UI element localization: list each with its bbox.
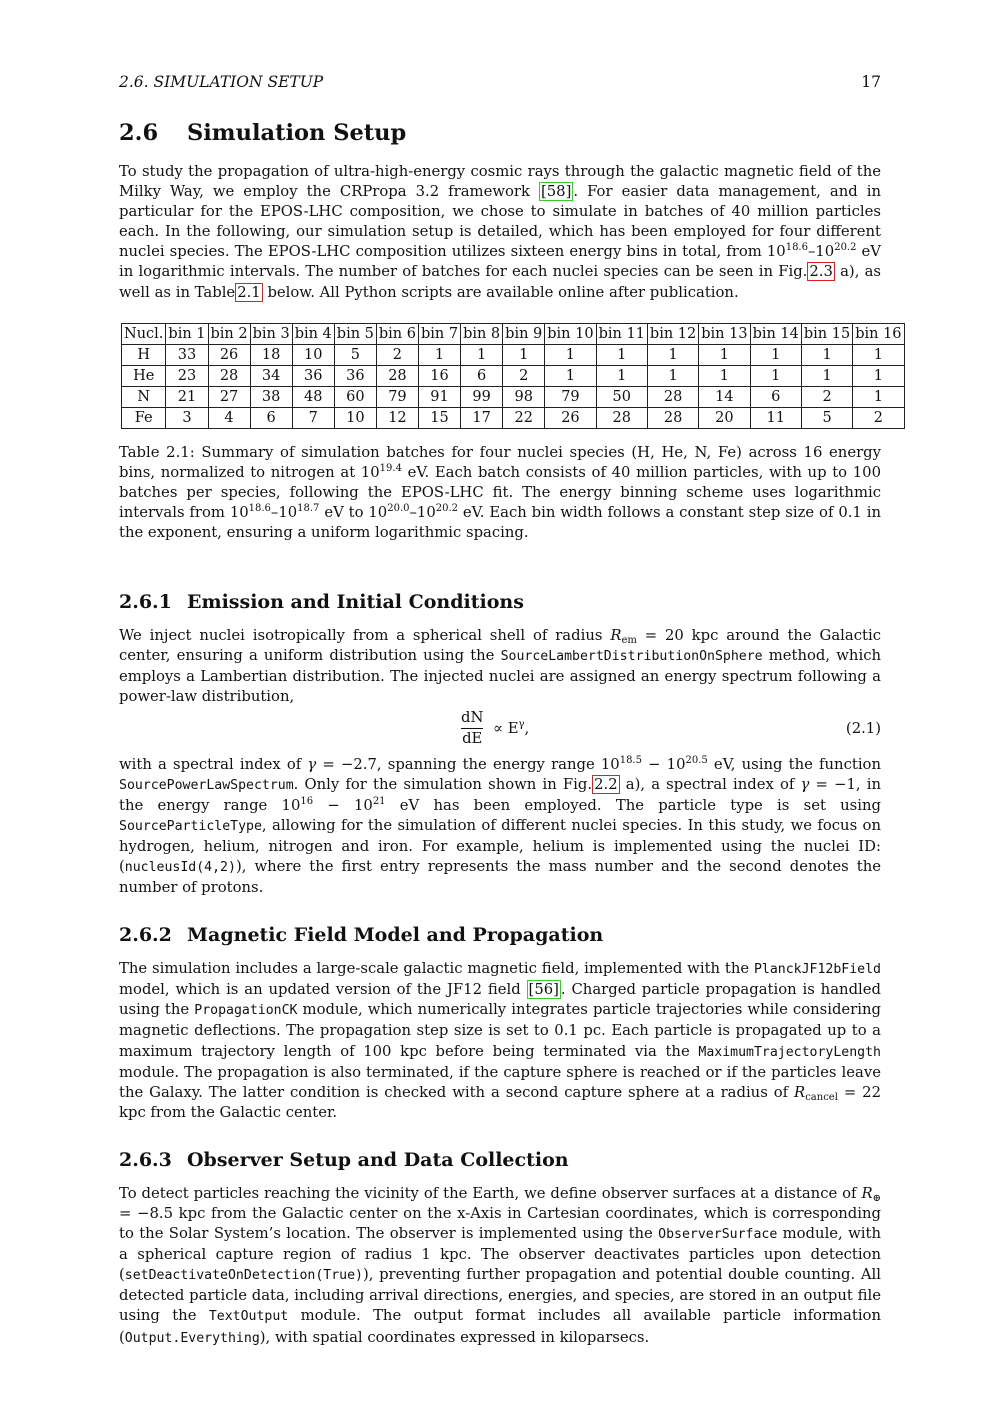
nucleus-cell: H [122,344,166,365]
equation-2-1 [119,709,881,753]
batch-count-cell: 36 [292,365,334,386]
batch-count-cell: 1 [545,365,596,386]
batch-count-cell: 1 [853,365,904,386]
figure-ref-link[interactable]: 2.3 [809,263,833,281]
batch-count-cell: 1 [647,344,698,365]
table-header-cell: bin 2 [208,323,250,344]
table-header-cell: bin 10 [545,323,596,344]
observer-paragraph: To detect particles reaching the vicinity of the Earth, we define observer surfaces at a distance of $R_\oplus = -8.5$ kpc from the Galactic center on the x-Axis in Cartesian coordinates, which is corresponding to the Solar System’s location. The observer is implemented using the ObserverSurface module, with a spherical capture region of radius 1 kpc. The observer deactivates particles upon detection (setDeactivateOnDetection(True)), preventing further propagation and potential double counting. All detected particle data, including arrival directions, energies, and species, are stored in an output file using the TextOutput module. The output format includes all available particle information (Output.Everything), with spatial coordinates expressed in kiloparsecs. [119,1184,881,1346]
nucleus-cell: He [122,365,166,386]
intro-paragraph: To study the propagation of ultra-high-energy cosmic rays through the galactic magnetic field of the Milky Way, we employ the CRPropa 3.2 framework [58] . For easier data management, and in particular for the EPOS-LHC composition, we chose to simulate in batches of 40 million particles each. In the following, our simulation setup is detailed, which has been employed for four different nuclei species. The EPOS-LHC composition utilizes sixteen energy bins in total, from $10^{18.6}-10^{20.2}$ eV in logarithmic intervals. The number of batches for each nuclei species can be seen in Fig. 2.3 a), as well as in Table 2.1 below. All Python scripts are available online after publication. [119,163,881,301]
batch-count-cell: 99 [461,386,503,407]
batch-count-cell: 2 [801,386,852,407]
table-header-cell: bin 8 [461,323,503,344]
running-header [119,72,881,92]
batch-count-cell: 1 [801,344,852,365]
batches-table [121,323,905,429]
batch-count-cell: 91 [418,386,460,407]
batch-count-cell: 12 [376,407,418,428]
nucleus-cell: N [122,386,166,407]
batch-count-cell: 1 [750,365,801,386]
table-header-cell: bin 3 [250,323,292,344]
table-header-cell: bin 4 [292,323,334,344]
table-caption: Table 2.1: Summary of simulation batches for four nuclei species (H, He, N, Fe) across 16 energy bins, normalized to nitrogen at $10^{19.4}$ eV. Each batch consists of 40 million particles, with up to 100 batches per species, following the EPOS-LHC fit. The energy binning scheme uses logarithmic intervals from $10^{18.6}-10^{18.7}$ eV to $10^{20.0}-10^{20.2}$ eV. Each bin width follows a constant step size of 0.1 in the exponent, ensuring a uniform logarithmic spacing. [119,443,881,542]
batch-count-cell: 10 [334,407,376,428]
equation-rhs: ∝ $E^\gamma$, [493,718,530,737]
table-header-cell: bin 1 [166,323,208,344]
citation-link[interactable]: [58] [540,183,572,201]
batch-count-cell: 2 [503,365,545,386]
table-header-cell: bin 6 [376,323,418,344]
nucleus-cell: Fe [122,407,166,428]
batch-count-cell: 6 [750,386,801,407]
batch-count-cell: 6 [250,407,292,428]
batch-count-cell: 1 [647,365,698,386]
batch-count-cell: 1 [853,344,904,365]
batch-count-cell: 1 [503,344,545,365]
batch-count-cell: 36 [334,365,376,386]
page [119,72,902,1349]
batch-count-cell: 79 [376,386,418,407]
batch-count-cell: 17 [461,407,503,428]
table-body [122,344,905,428]
batch-count-cell: 16 [418,365,460,386]
section-heading [119,118,881,148]
equation-fraction: dN dE [461,708,484,747]
batch-count-cell: 50 [596,386,647,407]
batch-count-cell: 38 [250,386,292,407]
table-row [122,344,905,365]
table-header-cell: bin 9 [503,323,545,344]
batch-count-cell: 3 [166,407,208,428]
batch-count-cell: 79 [545,386,596,407]
batch-count-cell: 7 [292,407,334,428]
batch-count-cell: 26 [545,407,596,428]
table-header-cell: bin 11 [596,323,647,344]
batch-count-cell: 28 [596,407,647,428]
table-header-cell: bin 16 [853,323,904,344]
table-header-cell: bin 15 [801,323,852,344]
batch-count-cell: 23 [166,365,208,386]
batch-count-cell: 1 [418,344,460,365]
table-header-cell: bin 14 [750,323,801,344]
batch-count-cell: 26 [208,344,250,365]
batch-count-cell: 28 [376,365,418,386]
batch-count-cell: 1 [853,386,904,407]
table-header-cell: Nucl. [122,323,166,344]
batch-count-cell: 48 [292,386,334,407]
citation-link[interactable]: [56] [528,981,559,999]
batch-count-cell: 28 [647,386,698,407]
batch-count-cell: 2 [853,407,904,428]
running-title: 2.6. SIMULATION SETUP [119,73,324,91]
batch-count-cell: 22 [503,407,545,428]
batch-count-cell: 5 [801,407,852,428]
subsection-heading-observer: 2.6.3 Observer Setup and Data Collection [119,1148,569,1171]
batch-count-cell: 34 [250,365,292,386]
table-row [122,407,905,428]
batch-count-cell: 1 [801,365,852,386]
batch-count-cell: 4 [208,407,250,428]
batch-count-cell: 28 [208,365,250,386]
subsection-heading-magnetic: 2.6.2 Magnetic Field Model and Propagation [119,924,604,947]
batch-count-cell: 6 [461,365,503,386]
batch-count-cell: 33 [166,344,208,365]
batch-count-cell: 14 [699,386,750,407]
equation-number: (2.1) [845,719,881,737]
batch-count-cell: 18 [250,344,292,365]
table-header-cell: bin 12 [647,323,698,344]
batch-count-cell: 10 [292,344,334,365]
table-header-cell: bin 5 [334,323,376,344]
batch-count-cell: 15 [418,407,460,428]
batch-count-cell: 1 [461,344,503,365]
page-number: 17 [861,73,881,91]
batch-count-cell: 28 [647,407,698,428]
batch-count-cell: 21 [166,386,208,407]
magnetic-paragraph: The simulation includes a large-scale galactic magnetic field, implemented with the PlanckJF12bField model, which is an updated version of the JF12 field [56] . Charged particle propagation is handled using the PropagationCK module, which numerically integrates particle trajectories while considering magnetic deflections. The propagation step size is set to 0.1 pc. Each particle is propagated up to a maximum trajectory length of 100 kpc before being terminated via the MaximumTrajectoryLength module. The propagation is also terminated, if the capture sphere is reached or if the particles leave the Galaxy. The latter condition is checked with a second capture sphere at a radius of $R_{cancel} = 22$ kpc from the Galactic center. [119,960,881,1121]
batch-count-cell: 2 [376,344,418,365]
table-row [122,365,905,386]
table-row [122,386,905,407]
section-number: 2.6 [119,120,159,146]
batch-count-cell: 11 [750,407,801,428]
batch-count-cell: 5 [334,344,376,365]
emission-paragraph-1: We inject nuclei isotropically from a spherical shell of radius $R_{em} = 20$ kpc around the Galactic center, ensuring a uniform distribution using the SourceLambertDistributionOnSphere method, which employs a Lambertian distribution. The injected nuclei are assigned an energy spectrum following a power-law distribution, [119,627,882,706]
batch-count-cell: 20 [699,407,750,428]
batch-count-cell: 1 [699,344,750,365]
figure-ref-link[interactable]: 2.2 [594,775,618,793]
emission-paragraph-2: with a spectral index of γ = −2.7, spanning the energy range $10^{18.5} - 10^{20.5}$ eV, using the function SourcePowerLawSpectrum. Only for the simulation shown in Fig. 2.2 a), a spectral index of γ = −1, in the energy range $10^{16} - 10^{21}$ eV has been employed. The particle type is set using SourceParticleType, allowing for the simulation of different nuclei species. In this study, we focus on hydrogen, helium, nitrogen and iron. For example, helium is implemented using the nuclei ID: (nucleusId(4,2)), where the first entry represents the mass number and the second denotes the number of protons. [119,754,881,897]
batch-count-cell: 60 [334,386,376,407]
table-header-row [122,323,905,344]
batch-count-cell: 1 [699,365,750,386]
section-title: Simulation Setup [187,120,407,146]
batch-count-cell: 1 [545,344,596,365]
batch-count-cell: 98 [503,386,545,407]
batch-count-cell: 1 [596,344,647,365]
table-ref-link[interactable]: 2.1 [237,283,261,301]
table-header-cell: bin 13 [699,323,750,344]
batch-count-cell: 27 [208,386,250,407]
table-header-cell: bin 7 [418,323,460,344]
subsection-heading-emission: 2.6.1 Emission and Initial Conditions [119,591,524,614]
batch-count-cell: 1 [750,344,801,365]
batch-count-cell: 1 [596,365,647,386]
